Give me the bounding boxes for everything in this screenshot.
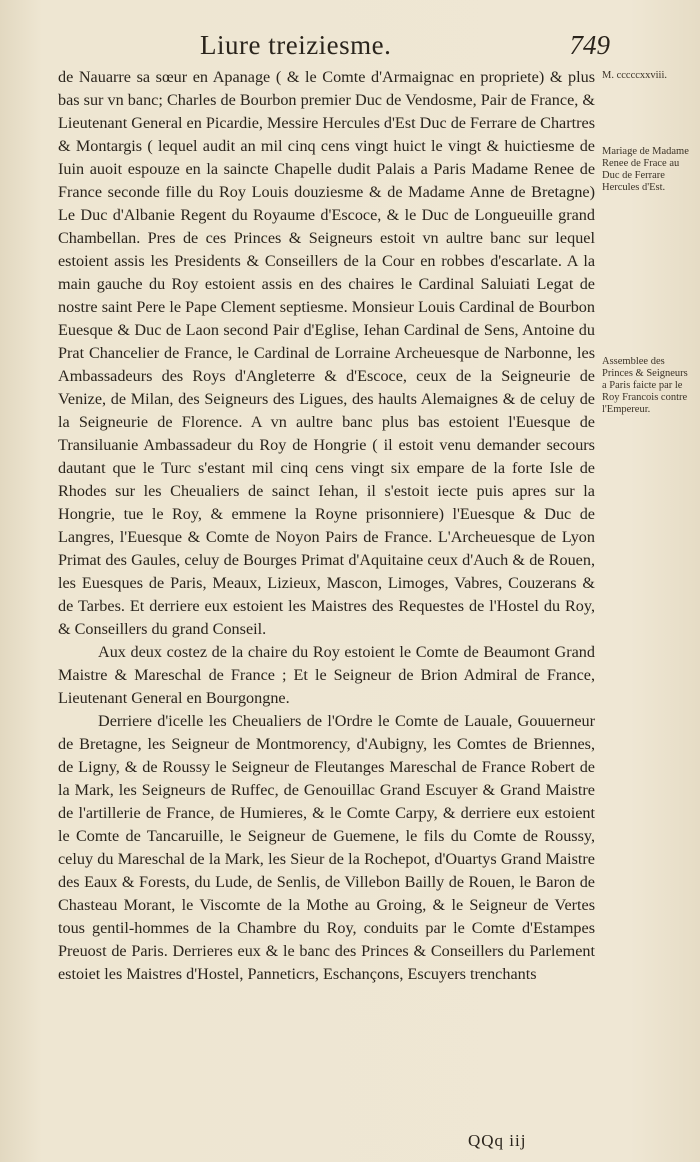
running-title: Liure treiziesme. [200, 30, 392, 60]
margin-note-year: M. cccccxxviii. [602, 70, 668, 81]
body-text [58, 66, 595, 986]
page-number: 749 [569, 30, 610, 60]
page-header [200, 30, 610, 66]
margin-note-marriage: Mariage de Madame Renee de Frace au Duc de Ferrare Hercules d'Est. [602, 146, 689, 193]
paragraph: Derriere d'icelle les Cheualiers de l'Ordre le Comte de Lauale, Gouuerneur de Bretagne, les Seigneur de Montmorency, d'Aubigny, les Comtes de Briennes, de Ligny, & de Roussy le Seigneur de Fleutanges Mareschal de France Robert de la Mark, les Seigneurs de Ruffec, de Genouillac Grand Escuyer & Grand Maistre de l'artillerie de France, de Humieres, & le Comte Carpy, & derriere eux estoient le Comte de Tancaruille, le Seigneur de Guemene, le fils du Comte de Roussy, celuy du Mareschal de la Mark, les Sieur de la Rochepot, d'Ouartys Grand Maistre des Eaux & Forests, du Lude, de Senlis, de Villebon Bailly de Rouen, le Baron de Chasteau Morant, le Viscomte de la Mothe au Groing, & le Seigneur de Vertes tous gentil-hommes de la Chambre du Roy, conduits par le Comte d'Estampes Preuost de Paris. Derrieres eux & le banc des Princes & Conseillers du Parlement estoiet les Maistres d'Hostel, Panneticrs, Eschançons, Escuyers trenchants [58, 712, 595, 983]
paragraph: Aux deux costez de la chaire du Roy estoient le Comte de Beaumont Grand Maistre & Mareschal de France ; Et le Seigneur de Brion Admiral de France, Lieutenant General en Bourgongne. [58, 643, 595, 707]
paragraph: de Nauarre sa sœur en Apanage ( & le Comte d'Armaignac en propriete) & plus bas sur vn banc; Charles de Bourbon premier Duc de Vendosme, Pair de France, & Lieutenant General en Picardie, Messire Hercules d'Est Duc de Ferrare de Chartres & Montargis ( lequel audit an mil cinq cens vingt huict le vingt & huictiesme de Iuin auoit espouze en la saincte Chapelle dudit Palais a Paris Madame Renee de France seconde fille du Roy Louis douziesme & de Madame Anne de Bretagne) Le Duc d'Albanie Regent du Royaume d'Escoce, & le Duc de Longueuille grand Chambellan. Pres de ces Princes & Seigneurs estoit vn aultre banc sur lequel estoient assis les Presidents & Conseillers de la Cour en robbes d'escarlate. A la main gauche du Roy estoient assis en des chaires le Cardinal Saluiati Legat de nostre saint Pere le Pape Clement septiesme. Monsieur Louis Cardinal de Bourbon Euesque & Duc de Laon second Pair d'Eglise, Iehan Cardinal de Sens, Antoine du Prat Chancelier de France, le Cardinal de Lorraine Archeuesque de Narbonne, les Ambassadeurs des Roys d'Angleterre & d'Escoce, ceux de la Seigneurie de Venize, de Milan, des Seigneurs des Ligues, des haults Alemaignes & de celuy de la Seigneurie de Florence. A vn aultre banc plus bas estoient l'Euesque de Transiluanie Ambassadeur du Roy de Hongrie ( il estoit venu demander secours dautant que le Turc s'estant mil cinq cens vingt six empare de la forte Isle de Rhodes sur les Cheualiers de sainct Iehan, il s'estoit iecte puis apres sur la Hongrie, tue le Roy, & emmene la Royne prisonniere) l'Euesque & Duc de Langres, l'Euesque & Comte de Noyon Pairs de France. L'Archeuesque de Lyon Primat des Gaules, celuy de Bourges Primat d'Aquitaine ceux d'Auch & de Rouen, les Euesques de Paris, Meaux, Lizieux, Mascon, Limoges, Vabres, Couzerans & de Tarbes. Et derriere eux estoient les Maistres des Requestes de l'Hostel du Roy, & Conseillers du grand Conseil. [58, 68, 595, 638]
signature-mark: QQq iij [468, 1131, 527, 1150]
margin-note-assembly: Assemblee des Princes & Seigneurs a Paris faicte par le Roy Francois contre l'Empereur. [602, 356, 688, 415]
